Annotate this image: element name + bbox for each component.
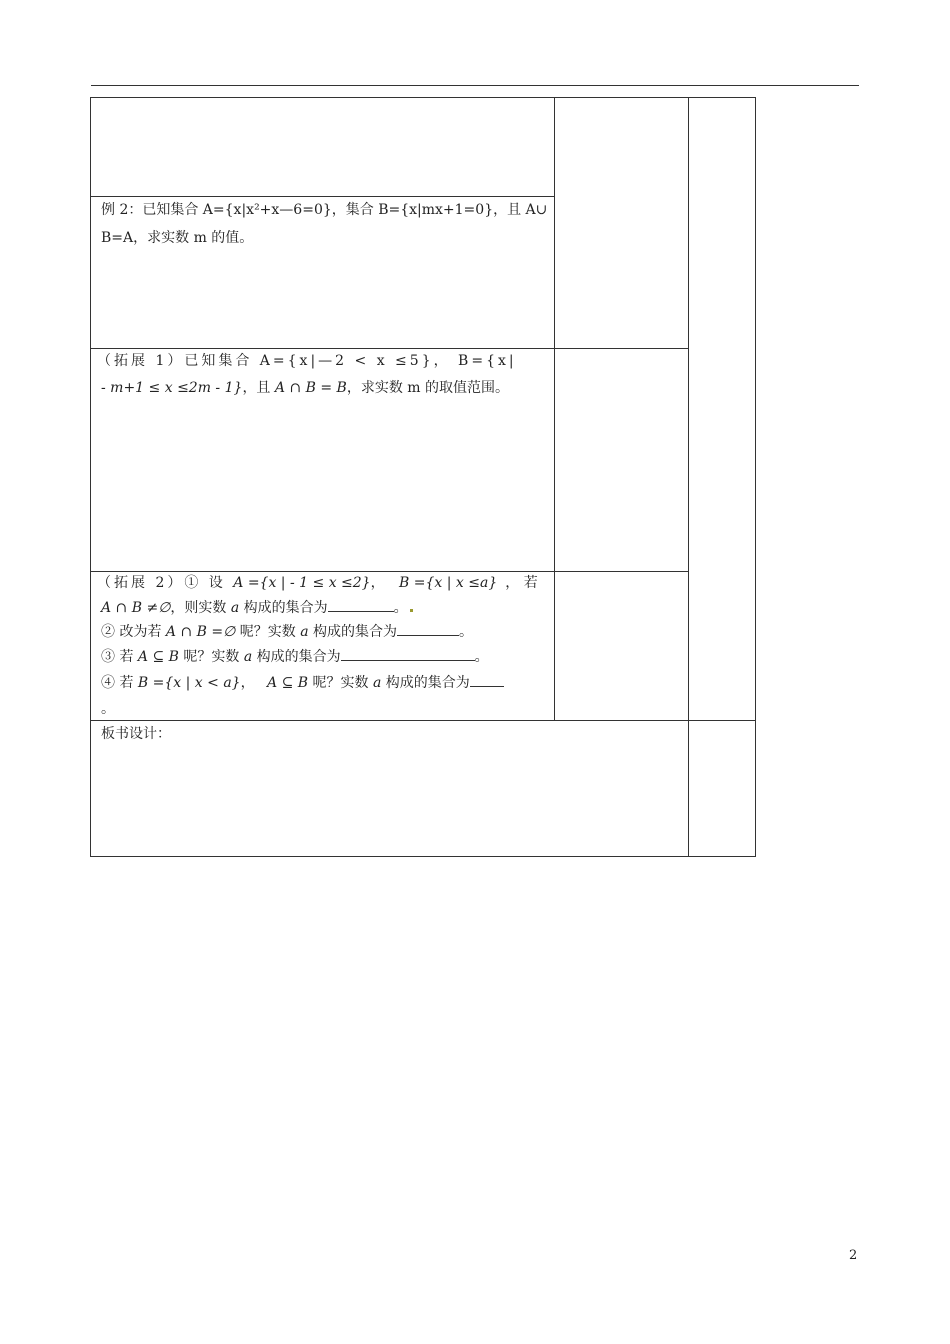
extension2-q2-text: 呢？实数 xyxy=(235,624,301,640)
example2-line2: B=A，求实数 m 的值。 xyxy=(101,230,254,246)
extension2-q3-text: 呢？实数 xyxy=(178,649,244,665)
extension2-q4-comma: ， xyxy=(240,675,260,691)
extension1-line2 xyxy=(101,376,509,400)
extension1-condition-math: A ∩ B = B xyxy=(274,380,347,396)
table-cell-notes-top xyxy=(554,97,689,349)
extension1-and-text: ，且 xyxy=(242,380,275,396)
extension2-q1-text: ，则实数 xyxy=(170,600,231,616)
table-cell-right-column xyxy=(688,97,756,721)
table-cell-top-content xyxy=(90,97,555,197)
extension2-q2-end: 。 xyxy=(459,624,474,640)
table-cell-board-design xyxy=(90,720,689,857)
extension2-q1-end: 。 xyxy=(393,600,408,616)
extension2-line2 xyxy=(101,596,413,620)
extension2-q3-intro: ③ 若 xyxy=(101,649,138,665)
extension2-q4-text: 呢？实数 xyxy=(308,675,373,691)
extension2-line1 xyxy=(97,571,538,595)
extension2-q3-math: A ⊆ B xyxy=(137,649,179,665)
extension2-q4-intro: ④ 若 xyxy=(101,675,138,691)
extension2-line3 xyxy=(101,620,473,644)
extension2-q2-math: A ∩ B =∅ xyxy=(165,624,236,640)
extension2-set-b: B ={x | x ≤a} xyxy=(399,575,498,591)
extension2-q1-answer-blank[interactable] xyxy=(328,597,394,612)
extension2-q1-math: A ∩ B ≠∅ xyxy=(101,600,171,616)
board-design-label: 板书设计： xyxy=(101,726,171,742)
extension2-intro: （拓展 2）① 设 xyxy=(97,575,234,591)
extension2-q1-var: a xyxy=(230,600,240,616)
extension1-question: ，求实数 m 的取值范围。 xyxy=(346,380,510,396)
extension2-q3-answer-blank[interactable] xyxy=(341,646,475,661)
page-number: 2 xyxy=(849,1248,858,1263)
extension2-q3-tail: 构成的集合为 xyxy=(252,649,341,665)
extension2-q1-mark xyxy=(410,609,413,612)
extension2-q1-tail: 构成的集合为 xyxy=(239,600,328,616)
table-cell-notes-mid xyxy=(554,348,689,572)
extension2-comma1: ， xyxy=(370,575,390,591)
extension2-q3-var: a xyxy=(243,649,253,665)
extension2-q2-intro: ② 改为若 xyxy=(101,624,166,640)
extension2-line5 xyxy=(101,671,504,695)
extension2-line6: 。 xyxy=(101,701,115,717)
extension2-q4-math: A ⊆ B xyxy=(267,675,309,691)
table-cell-board-right xyxy=(688,720,756,857)
extension2-q3-end: 。 xyxy=(474,649,489,665)
extension2-q2-tail: 构成的集合为 xyxy=(308,624,398,640)
extension2-if: ， 若 xyxy=(505,575,538,591)
table-cell-notes-low xyxy=(554,571,689,721)
header-rule xyxy=(91,85,859,86)
example2-line1: 例 2：已知集合 A={x|x²+x—6=0}，集合 B={x|mx+1=0}，且 A∪ xyxy=(101,202,548,218)
extension2-q2-var: a xyxy=(300,624,309,640)
extension1-line1: （拓展 1）已知集合 A={x|—2 < x ≤5}， B={x| xyxy=(97,353,517,369)
extension1-range-math: - m+1 ≤ x ≤2m - 1} xyxy=(101,380,243,396)
extension2-q4-set-b: B ={x | x < a} xyxy=(137,675,241,691)
extension2-q4-var: a xyxy=(372,675,382,691)
extension2-q2-answer-blank[interactable] xyxy=(397,621,459,636)
extension2-q4-tail: 构成的集合为 xyxy=(381,675,470,691)
extension2-line4 xyxy=(101,645,489,669)
extension2-set-a: A ={x | - 1 ≤ x ≤2} xyxy=(233,575,371,591)
extension2-q4-answer-blank[interactable] xyxy=(470,672,504,687)
